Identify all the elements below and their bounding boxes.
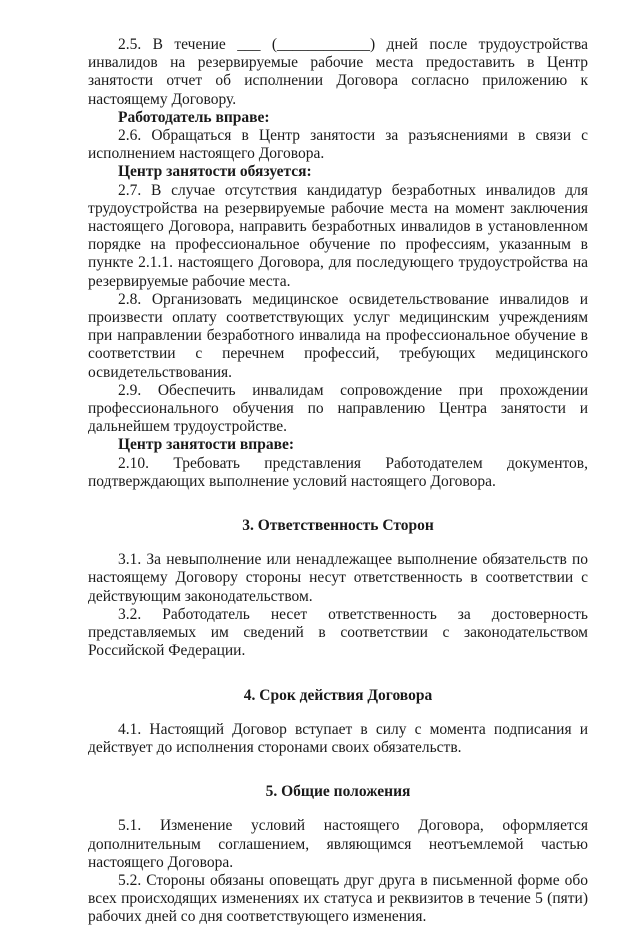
paragraph-2-5: 2.5. В течение ___ (____________) дней после трудоустройства инвалидов на резервируемые рабочие места предоставить в Центр занятости отчет об исполнении Договора согласно приложению к настоящему Договору. (88, 36, 588, 108)
paragraph-2-8: 2.8. Организовать медицинское освидетельствование инвалидов и произвести оплату соответствующих услуг медицинским учреждениям при направлении безработного инвалида на профессиональное обучение в соответствии с перечнем профессий, требующих медицинского освидетельствования. (88, 290, 588, 381)
paragraph-3-2: 3.2. Работодатель несет ответственность за достоверность представляемых им сведений в соответствии с законодательством Российской Федерации. (88, 605, 588, 660)
paragraph-2-10: 2.10. Требовать представления Работодателем документов, подтверждающих выполнение условий настоящего Договора. (88, 454, 588, 490)
section-3-heading: 3. Ответственность Сторон (242, 517, 434, 535)
center-rights-heading: Центр занятости вправе: (118, 436, 295, 454)
center-obligations-heading: Центр занятости обязуется: (118, 163, 312, 181)
paragraph-2-7: 2.7. В случае отсутствия кандидатур безработных инвалидов для трудоустройства на резервируемые рабочие места на момент заключения настоящего Договора, направить безработных инвалидов в установленном порядке на профессиональное обучение по профессиям, указанным в пункте 2.1.1. настоящего Договора, для последующего трудоустройства на резервируемые рабочие места. (88, 181, 588, 290)
document-page (88, 36, 588, 927)
paragraph-2-6: 2.6. Обращаться в Центр занятости за разъяснениями в связи с исполнением настоящего Договора. (88, 127, 588, 163)
section-4-heading: 4. Срок действия Договора (243, 686, 433, 704)
paragraph-5-2: 5.2. Стороны обязаны оповещать друг друга в письменной форме обо всех происходящих изменениях их статуса и реквизитов в течение 5 (пяти) рабочих дней со дня соответствующего изменения. (88, 871, 588, 926)
section-5-heading: 5. Общие положения (265, 783, 411, 801)
employer-rights-heading: Работодатель вправе: (118, 108, 270, 126)
paragraph-3-1: 3.1. За невыполнение или ненадлежащее выполнение обязательств по настоящему Договору стороны несут ответственность в соответствии с действующим законодательством. (88, 551, 588, 605)
paragraph-2-9: 2.9. Обеспечить инвалидам сопровождение при прохождении профессионального обучения по направлению Центра занятости и дальнейшем трудоустройстве. (88, 381, 588, 436)
paragraph-5-1: 5.1. Изменение условий настоящего Договора, оформляется дополнительным соглашением, являющимся неотъемлемой частью настоящего Договора. (88, 817, 588, 871)
paragraph-4-1: 4.1. Настоящий Договор вступает в силу с момента подписания и действует до исполнения сторонами своих обязательств. (88, 720, 588, 756)
